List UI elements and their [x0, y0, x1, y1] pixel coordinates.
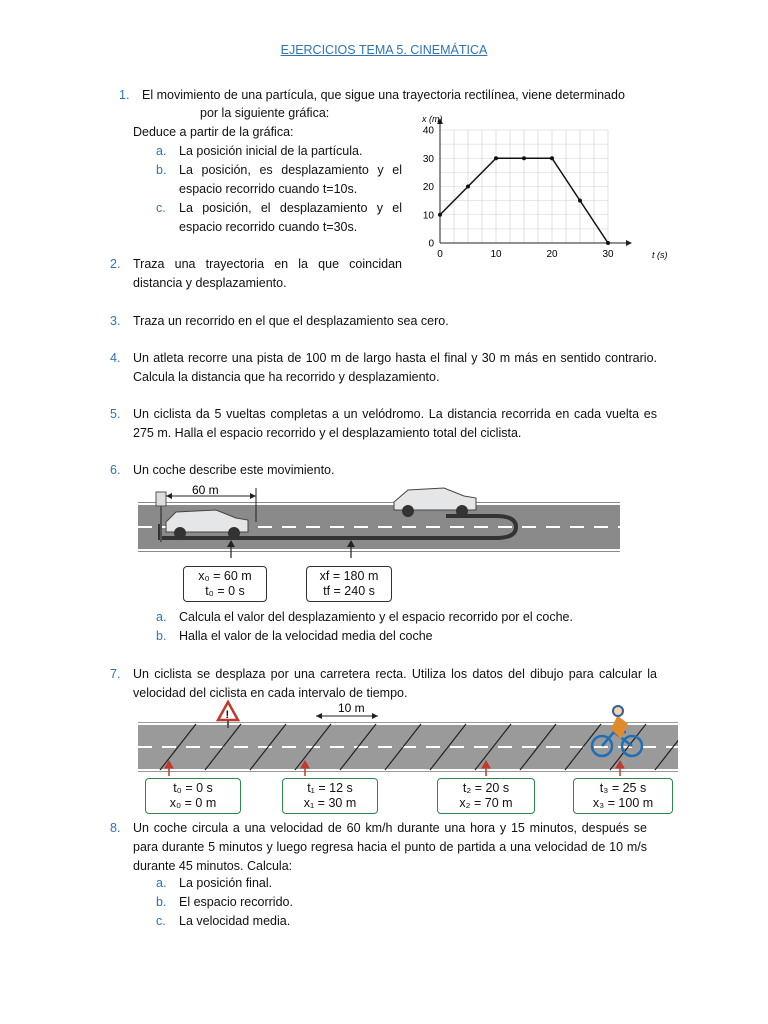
exercise-4-number: 4.: [110, 351, 121, 365]
x-tick-label: 0: [437, 249, 443, 260]
xf-label: xf = 180 m: [319, 569, 379, 583]
chart-axes: [437, 118, 632, 246]
exercise-8c-mark: c.: [156, 914, 166, 928]
x-tick-label: 30: [602, 249, 614, 260]
exercise-2-number: 2.: [110, 257, 121, 271]
data-point: [494, 156, 498, 160]
exercise-8c-text: La velocidad media.: [179, 914, 291, 928]
chart-tick-labels: [423, 126, 614, 261]
x1-label: x₁ = 30 m: [303, 796, 357, 810]
chart-grid: [440, 130, 608, 243]
exercise-8-number: 8.: [110, 821, 121, 835]
y-tick-label: 40: [422, 125, 434, 137]
exercise-8b-text: El espacio recorrido.: [179, 895, 293, 909]
exercise-6a-mark: a.: [156, 610, 167, 624]
exercise-1a-text: La posición inicial de la partícula.: [179, 144, 363, 158]
t2-label: t₂ = 20 s: [462, 781, 510, 795]
exercise-3-number: 3.: [110, 314, 121, 328]
exercise-4-text: Un atleta recorre una pista de 100 m de largo hasta el final y 30 m más en sentido contrario. Calcula la distancia que ha recorrido y desplazamiento.: [133, 351, 657, 384]
exercise-6-text: Un coche describe este movimiento.: [133, 463, 335, 477]
final-state-box: [306, 566, 392, 602]
data-point: [606, 241, 610, 245]
cyclist-state-box-2: [437, 778, 535, 814]
exercise-1-line2: por la siguiente gráfica:: [200, 106, 330, 120]
svg-text:!: !: [225, 709, 230, 721]
data-point: [550, 156, 554, 160]
tf-label: tf = 240 s: [323, 584, 375, 598]
exercise-7-text: Un ciclista se desplaza por una carretera recta. Utiliza los datos del dibujo para calcular la velocidad del ciclista en cada intervalo de tiempo.: [133, 667, 657, 700]
exercise-8b-mark: b.: [156, 895, 167, 909]
exercise-1-intro: Deduce a partir de la gráfica:: [133, 125, 294, 139]
exercise-1b-text: La posición, es desplazamiento y el espacio recorrido cuando t=10s.: [179, 163, 402, 196]
x0-label: x₀ = 0 m: [169, 796, 217, 810]
exercise-8a-text: La posición final.: [179, 876, 273, 890]
exercise-6b-text: Halla el valor de la velocidad media del coche: [179, 629, 433, 643]
cyclist-state-box-3: [573, 778, 673, 814]
exercise-1-number: 1.: [119, 88, 130, 102]
y-tick-label: 10: [422, 210, 434, 222]
data-point: [466, 185, 470, 189]
data-point: [578, 199, 582, 203]
x-axis-label: t (s): [652, 250, 668, 260]
y-axis-label: x (m): [422, 114, 443, 124]
distance-label: 60 m: [192, 483, 219, 497]
t3-label: t₃ = 25 s: [599, 781, 647, 795]
exercise-5-number: 5.: [110, 407, 121, 421]
cyclist-state-box-0: [145, 778, 241, 814]
exercise-8-text: Un coche circula a una velocidad de 60 km/h durante una hora y 15 minutos, después se para durante 5 minutos y luego regresa hacia el punto de partida a una velocidad de 10 m/s durante 45 minutos. Calcula:: [133, 821, 647, 873]
reference-post: [156, 492, 166, 506]
t0-label: t₀ = 0 s: [173, 781, 213, 795]
cyclist-state-box-1: [282, 778, 378, 814]
x3-label: x₃ = 100 m: [592, 796, 654, 810]
t0-label: t₀ = 0 s: [205, 584, 245, 598]
y-tick-label: 20: [422, 182, 434, 193]
y-tick-label: 0: [428, 238, 434, 250]
data-point: [438, 213, 442, 217]
y-tick-label: 30: [422, 153, 434, 165]
x-tick-label: 10: [490, 249, 502, 260]
data-point: [522, 156, 526, 160]
exercise-1a-mark: a.: [156, 144, 167, 158]
exercise-3-text: Traza un recorrido en el que el desplazamiento sea cero.: [133, 314, 449, 328]
exercise-6b-mark: b.: [156, 629, 167, 643]
exercise-1-line1: El movimiento de una partícula, que sigue una trayectoria rectilínea, viene determinado: [142, 88, 625, 102]
x-axis-arrow: [626, 240, 632, 246]
x0-label: x₀ = 60 m: [198, 569, 252, 583]
exercise-8a-mark: a.: [156, 876, 167, 890]
x2-label: x₂ = 70 m: [459, 796, 513, 810]
exercise-6-number: 6.: [110, 463, 121, 477]
distance-label: 10 m: [338, 701, 365, 715]
t1-label: t₁ = 12 s: [307, 781, 353, 795]
initial-state-box: [183, 566, 267, 602]
exercise-1c-mark: c.: [156, 201, 166, 215]
exercise-6a-text: Calcula el valor del desplazamiento y el espacio recorrido por el coche.: [179, 610, 573, 624]
x-tick-label: 20: [546, 249, 558, 260]
exercise-7-number: 7.: [110, 667, 121, 681]
exercise-5-text: Un ciclista da 5 vueltas completas a un velódromo. La distancia recorrida en cada vuelta es 275 m. Halla el espacio recorrido y el desplazamiento total del ciclista.: [133, 407, 657, 440]
page-title: EJERCICIOS TEMA 5. CINEMÁTICA: [280, 43, 488, 57]
bicycle-road-figure: [138, 698, 678, 776]
position-time-chart: [418, 110, 678, 262]
exercise-1b-mark: b.: [156, 163, 167, 177]
exercise-1c-text: La posición, el desplazamiento y el espacio recorrido cuando t=30s.: [179, 201, 402, 234]
car-road-figure: [136, 482, 622, 560]
exercise-2-text: Traza una trayectoria en la que coincidan distancia y desplazamiento.: [133, 257, 402, 290]
